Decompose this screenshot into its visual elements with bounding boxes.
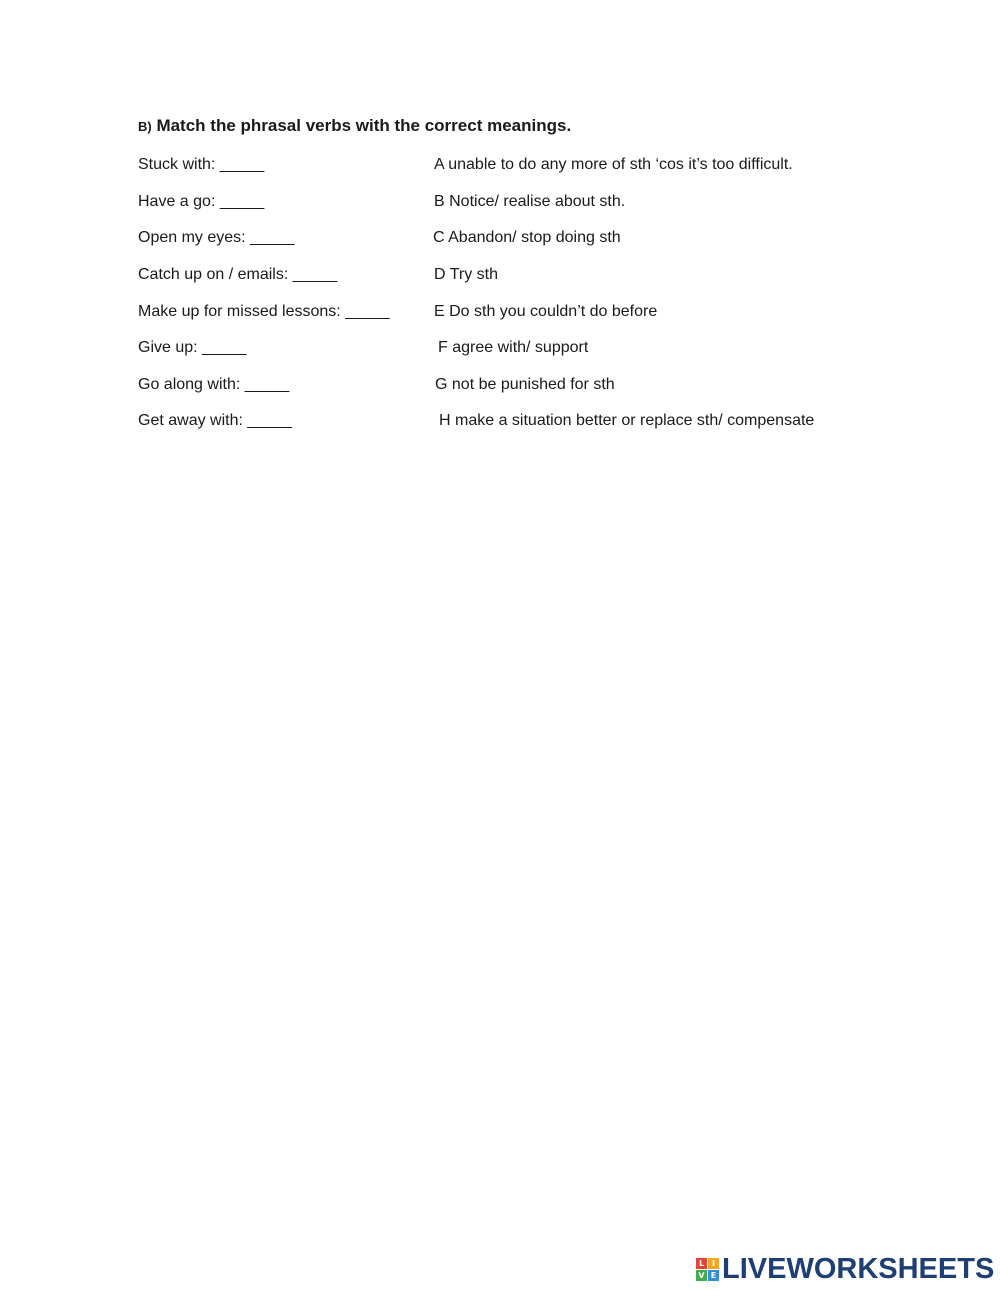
exercise-heading [138, 116, 571, 136]
liveworksheets-logo [696, 1254, 994, 1284]
term-3: Open my eyes: _____ [138, 229, 295, 246]
logo-block-e: E [708, 1270, 719, 1281]
term-4: Catch up on / emails: _____ [138, 266, 338, 283]
term-5: Make up for missed lessons: _____ [138, 303, 390, 320]
exercise-instruction: Match the phrasal verbs with the correct meanings. [151, 116, 572, 135]
definition-c: C Abandon/ stop doing sth [433, 229, 621, 246]
definition-e: E Do sth you couldn’t do before [434, 303, 658, 320]
logo-block-i: I [708, 1258, 719, 1269]
term-1: Stuck with: _____ [138, 156, 265, 173]
definition-b: B Notice/ realise about sth. [434, 193, 626, 210]
term-2: Have a go: _____ [138, 193, 265, 210]
term-7: Go along with: _____ [138, 376, 290, 393]
logo-blocks-icon [696, 1258, 719, 1281]
definition-d: D Try sth [434, 266, 499, 283]
definition-a: A unable to do any more of sth ‘cos it’s too difficult. [434, 156, 793, 173]
definition-h: H make a situation better or replace sth/ compensate [439, 412, 815, 429]
logo-block-l: L [696, 1258, 707, 1269]
term-6: Give up: _____ [138, 339, 247, 356]
logo-wordmark: LIVEWORKSHEETS [722, 1253, 995, 1285]
exercise-label: B) [138, 119, 152, 134]
definition-f: F agree with/ support [438, 339, 589, 356]
definition-g: G not be punished for sth [435, 376, 615, 393]
term-8: Get away with: _____ [138, 412, 292, 429]
logo-block-v: V [696, 1270, 707, 1281]
